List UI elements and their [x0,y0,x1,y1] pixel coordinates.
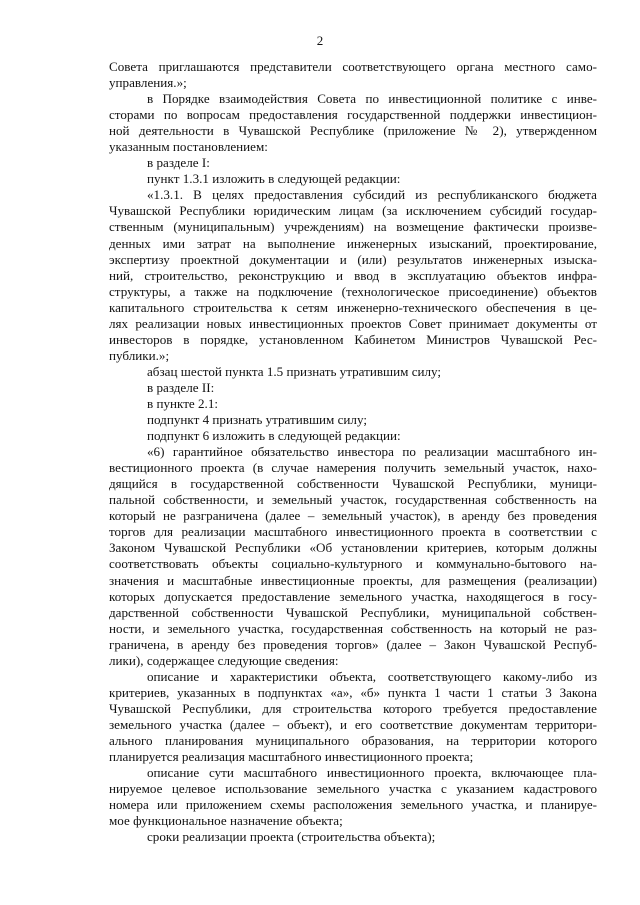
text-line: Законом Чувашской Республики «Об установлении критериев, которым должны [109,540,597,556]
text-line: ального планирования муниципального образования, на территории которого [109,732,597,748]
text-line: ственным (муниципальным) учреждениям) на возмещение фактически произве- [109,219,597,235]
text-line: в разделе I: [147,155,210,171]
text-line: структуры, а также на подключение (технологическое присоединение) объектов [109,283,597,299]
text-line: дарственной собственности Чувашской Республики, муниципальной собствен- [109,604,597,620]
text-line: в разделе II: [147,379,215,395]
text-line: торгов для реализации масштабного инвестиционного проекта в соответствии с [109,524,597,540]
text-line: в пункте 2.1: [147,395,219,411]
text-line: подпункт 6 изложить в следующей редакции: [147,428,401,444]
text-line: Чувашской Республики юридическим лицам (за исключением субсидий государ- [109,203,597,219]
text-line: описание сути масштабного инвестиционного проекта, включающее пла- [147,765,597,781]
text-line: подпункт 4 признать утратившим силу; [147,412,367,428]
text-line: сторами по вопросам предоставления государственной поддержки инвестицион- [109,107,597,123]
text-line: ности, и земельного участка, государственная собственность на который не раз- [109,620,597,636]
document-body [109,59,597,845]
text-line: «6) гарантийное обязательство инвестора по реализации масштабного ин- [147,444,597,460]
text-line: мое функциональное назначение объекта; [109,813,343,829]
text-line: лях реализации новых инвестиционных проектов Совет принимает документы от [109,315,597,331]
text-line: вестиционного проекта (в случае намерения получить земельный участок, нахо- [109,460,597,476]
text-line: экспертизу проектной документации и (или) результатов инженерных изыска- [109,251,597,267]
text-line: пальной собственности, и земельный участок, государственная собственность на [109,492,597,508]
text-line: дящийся в государственной собственности Чувашской Республики, муници- [109,476,597,492]
text-line: сроки реализации проекта (строительства объекта); [147,829,436,845]
text-line: денных ими затрат на выполнение инженерных изысканий, проектирование, [109,235,597,251]
text-line: соответствовать объекты социально-культурного и коммунально-бытового на- [109,556,597,572]
text-line: абзац шестой пункта 1.5 признать утратившим силу; [147,363,442,379]
text-line: номера или приложением схемы расположения земельного участка, и планируе- [109,797,597,813]
text-line: «1.3.1. В целях предоставления субсидий из республиканского бюджета [147,187,597,203]
page-number: 2 [316,33,324,48]
text-line: ний, строительство, реконструкцию и ввод в эксплуатацию объектов инфра- [109,267,597,283]
text-line: земельного участка (далее – объект), и его соответствие документам территори- [109,716,597,732]
text-line: капитального строительства к сетям инженерно-технического обеспечения в це- [109,299,597,315]
text-line: критериев, указанных в подпунктах «а», «б» пункта 1 части 1 статьи 3 Закона [109,684,597,700]
text-line: значения и масштабные инвестиционные проекты, для размещения (реализации) [109,572,597,588]
text-line: пункт 1.3.1 изложить в следующей редакции: [147,171,401,187]
text-line: Совета приглашаются представители соответствующего органа местного само- [109,59,597,74]
text-line: инвесторов в порядке, установленном Кабинетом Министров Чувашской Рес- [109,331,597,347]
text-line: планируется реализация масштабного инвестиционного проекта; [109,749,474,765]
text-line: ной деятельности в Чувашской Республике (приложение № 2), утвержденном [109,123,597,139]
text-line: который не разграничена (далее – земельный участок), в аренду без проведения [109,508,597,524]
text-line: нируемое целевое использование земельного участка с указанием кадастрового [109,781,597,797]
text-line: описание и характеристики объекта, соответствующего какому-либо из [147,668,597,684]
text-line: публики.»; [109,347,170,363]
text-line: в Порядке взаимодействия Совета по инвестиционной политике с инве- [147,91,597,107]
text-line: лики), содержащее следующие сведения: [109,652,339,668]
text-line: которых допускается предоставление земельного участка, находящегося в госу- [109,588,597,604]
text-line: указанным постановлением: [109,139,268,155]
text-line: граничена, в аренду без проведения торгов» (далее – Закон Чувашской Респуб- [109,636,597,652]
text-line: управления.»; [109,75,187,91]
text-line: Чувашской Республики, для строительства которого требуется предоставление [109,700,597,716]
